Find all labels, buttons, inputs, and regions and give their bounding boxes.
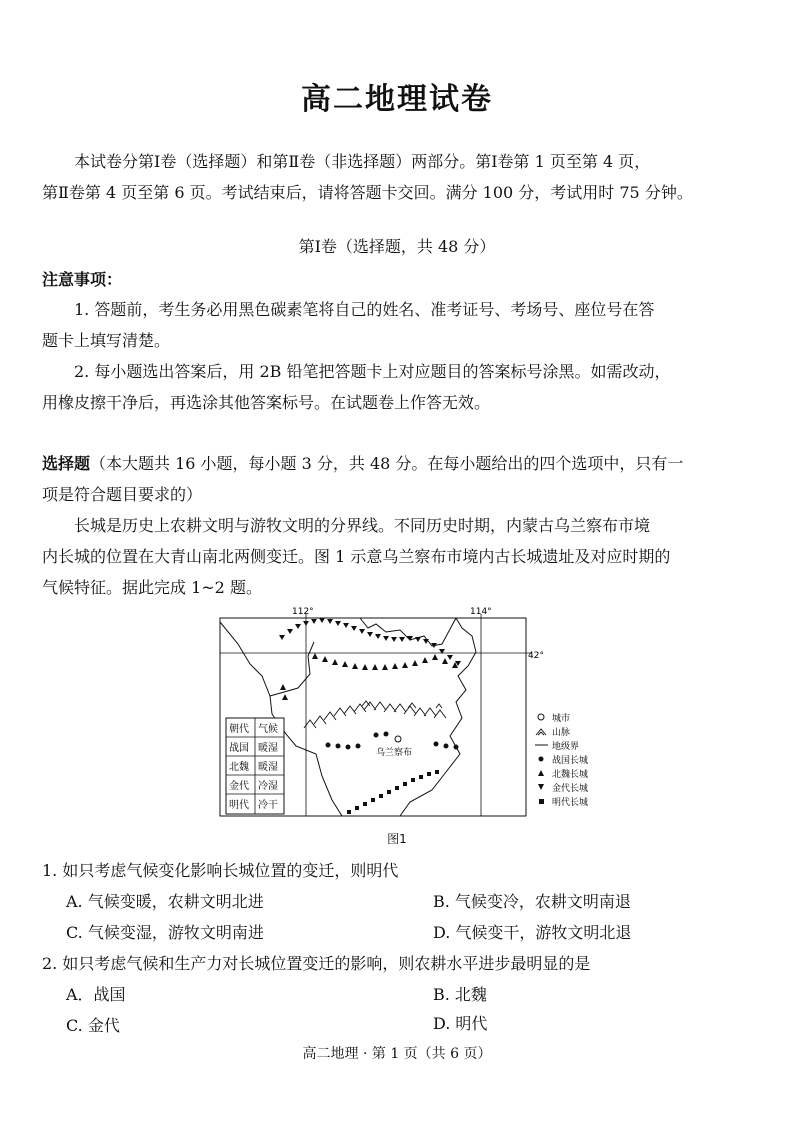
section-title: 第Ⅰ卷（选择题，共 48 分） (298, 237, 496, 256)
notice-1-line-2: 题卡上填写清楚。 (42, 331, 171, 350)
mc-desc-line-2: 项是符合题目要求的） (42, 485, 203, 504)
lon-label-112: 112° (292, 607, 314, 617)
intro-text (42, 146, 754, 208)
q1-option-c: C. 气候变湿，游牧文明南进 (66, 923, 264, 942)
passage-line-3: 气候特征。据此完成 1~2 题。 (42, 578, 262, 597)
notice-items (42, 294, 754, 418)
beiwei-wall (280, 653, 458, 700)
legend-beiwei: 北魏长城 (552, 770, 589, 780)
legend-jin-icon (538, 784, 544, 790)
table-cell: 战国 (229, 743, 249, 754)
legend-mountain-icon (536, 729, 546, 735)
table-cell: 暖湿 (258, 762, 278, 773)
legend-ming: 明代长城 (552, 798, 589, 808)
notice-heading: 注意事项： (42, 270, 123, 289)
legend-ming-icon (539, 799, 544, 804)
legend-zhanguo-icon (539, 757, 544, 762)
city-marker (395, 736, 401, 742)
table-cell: 冷湿 (258, 781, 278, 792)
mc-intro (42, 448, 754, 603)
table-cell: 冷干 (258, 800, 278, 811)
page-footer: 高二地理 · 第 1 页（共 6 页） (302, 1046, 492, 1062)
notice-2-line-1: 2. 每小题选出答案后，用 2B 铅笔把答题卡上对应题目的答案标号涂黑。如需改动， (74, 362, 671, 381)
q2-option-c: C. 金代 (66, 1016, 120, 1035)
climate-table (226, 718, 284, 814)
table-header-climate: 气候 (258, 724, 278, 735)
table-cell: 暖湿 (258, 743, 278, 754)
mc-desc-line-1: （本大题共 16 小题，每小题 3 分，共 48 分。在每小题给出的四个选项中，只有一 (90, 454, 684, 473)
table-cell: 明代 (229, 800, 249, 811)
legend-mountain: 山脉 (552, 728, 571, 738)
q2-option-b: B. 北魏 (433, 985, 487, 1004)
lon-label-114: 114° (470, 607, 492, 617)
ming-wall (347, 770, 439, 814)
page-title: 高二地理试卷 (301, 82, 493, 117)
q2-stem: 2. 如只考虑气候和生产力对长城位置变迁的影响，则农耕水平进步最明显的是 (42, 954, 591, 973)
notice-1-line-1: 1. 答题前，考生务必用黑色碳素笔将自己的姓名、准考证号、考场号、座位号在答 (74, 300, 655, 319)
city-label: 乌兰察布 (376, 748, 413, 758)
legend-boundary: 地级界 (552, 742, 580, 752)
legend-city: 城市 (552, 714, 571, 724)
lat-label-42: 42° (528, 651, 544, 661)
legend-jin: 金代长城 (552, 784, 589, 794)
figure-1-map (210, 604, 610, 836)
zhanguo-wall (326, 732, 459, 750)
q1-option-d: D. 气候变干，游牧文明北退 (433, 923, 632, 942)
intro-line-2: 第Ⅱ卷第 4 页至第 6 页。考试结束后，请将答题卡交回。满分 100 分，考试用时 75 分钟。 (42, 183, 693, 202)
map-legend (535, 712, 588, 808)
q1-stem: 1. 如只考虑气候变化影响长城位置的变迁，则明代 (42, 861, 399, 880)
legend-beiwei-icon (538, 770, 544, 776)
table-header-dynasty: 朝代 (229, 724, 249, 735)
q2-option-d: D. 明代 (433, 1014, 488, 1033)
table-cell: 北魏 (229, 762, 249, 773)
q1-option-a: A. 气候变暖，农耕文明北进 (66, 892, 264, 911)
q1-option-b: B. 气候变冷，农耕文明南退 (433, 892, 631, 911)
passage-line-2: 内长城的位置在大青山南北两侧变迁。图 1 示意乌兰察布市境内古长城遗址及对应时期的 (42, 547, 671, 566)
passage-line-1: 长城是历史上农耕文明与游牧文明的分界线。不同历史时期，内蒙古乌兰察布市境 (74, 516, 651, 535)
figure-caption: 图1 (387, 832, 407, 846)
intro-line-1: 本试卷分第Ⅰ卷（选择题）和第Ⅱ卷（非选择题）两部分。第Ⅰ卷第 1 页至第 4 页， (74, 152, 651, 171)
notice-2-line-2: 用橡皮擦干净后，再选涂其他答案标号。在试题卷上作答无效。 (42, 393, 491, 412)
daqing-mountains (304, 701, 446, 728)
legend-city-icon (538, 714, 544, 720)
q2-option-a: A．战国 (66, 985, 126, 1004)
table-cell: 金代 (229, 781, 249, 792)
mc-heading: 选择题 (42, 454, 91, 473)
legend-zhanguo: 战国长城 (552, 756, 589, 766)
